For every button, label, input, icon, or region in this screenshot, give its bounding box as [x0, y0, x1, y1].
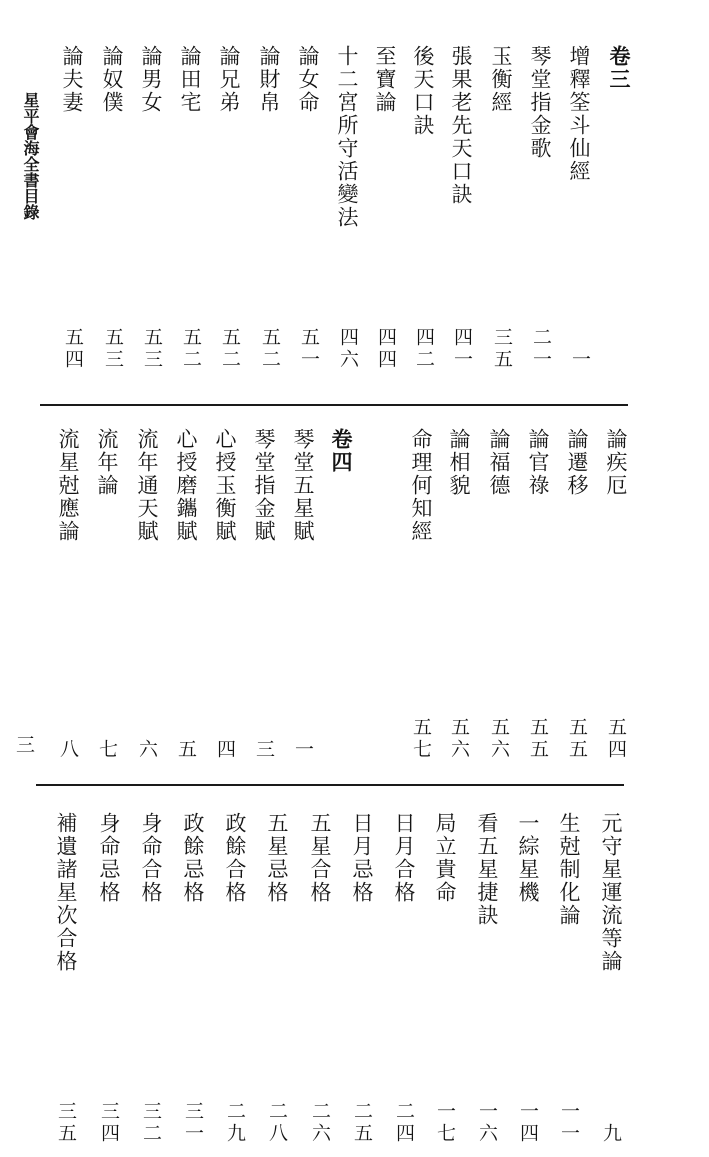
toc-entry-title: 琴堂五星賦 [291, 428, 315, 543]
toc-entry-page: 八 [57, 739, 79, 761]
toc-entry-title: 論夫妻 [60, 45, 84, 114]
toc-entry-page: 四二 [413, 327, 435, 371]
toc-entry-page: 五二 [219, 327, 241, 371]
toc-entry-page: 一 [569, 349, 591, 371]
toc-entry-page: 四六 [337, 327, 359, 371]
volume-heading-3: 卷三 [607, 45, 632, 91]
toc-entry-page: 三二 [140, 1101, 162, 1145]
toc-entry-page: 二五 [351, 1101, 373, 1145]
toc-entry-title: 身命合格 [139, 812, 163, 904]
toc-entry-title: 元守星運流等論 [599, 812, 623, 973]
toc-entry-page: 五六 [448, 717, 470, 761]
toc-entry-title: 論男女 [139, 45, 163, 114]
toc-entry-title: 論奴僕 [100, 45, 124, 114]
toc-entry-title: 補遺諸星次合格 [54, 812, 78, 973]
toc-entry-title: 流年通天賦 [135, 428, 159, 543]
toc-entry-title: 身命忌格 [97, 812, 121, 904]
toc-entry-title: 琴堂指金歌 [528, 45, 552, 160]
toc-entry-page: 五一 [298, 327, 320, 371]
toc-entry-page: 五五 [527, 717, 549, 761]
toc-entry-title: 論福德 [487, 428, 511, 497]
toc-entry-page: 五 [175, 739, 197, 761]
toc-entry-page: 七 [96, 739, 118, 761]
toc-entry-title: 琴堂指金賦 [252, 428, 276, 543]
toc-entry-title: 五星合格 [308, 812, 332, 904]
toc-entry-title: 至寶論 [373, 45, 397, 114]
toc-entry-page: 一 [292, 739, 314, 761]
toc-entry-title: 增釋筌斗仙經 [567, 45, 591, 183]
toc-entry-page: 四 [214, 739, 236, 761]
toc-entry-title: 後天口訣 [411, 45, 435, 137]
toc-entry-page: 三五 [55, 1101, 77, 1145]
toc-entry-title: 一綜星機 [516, 812, 540, 904]
toc-entry-page: 二一 [530, 327, 552, 371]
toc-entry-page: 二八 [266, 1101, 288, 1145]
toc-entry-title: 日月忌格 [350, 812, 374, 904]
toc-entry-page: 五四 [605, 717, 627, 761]
toc-entry-page: 一六 [476, 1101, 498, 1145]
toc-entry-title: 心授玉衡賦 [213, 428, 237, 543]
toc-entry-page: 五二 [259, 327, 281, 371]
toc-entry-title: 十二宮所守活變法 [335, 45, 359, 229]
toc-entry-page: 五三 [141, 327, 163, 371]
toc-entry-page: 五四 [62, 327, 84, 371]
toc-entry-page: 二六 [309, 1101, 331, 1145]
toc-entry-page: 一四 [517, 1101, 539, 1145]
toc-entry-title: 玉衡經 [489, 45, 513, 114]
toc-entry-page: 一七 [434, 1101, 456, 1145]
toc-entry-title: 命理何知經 [409, 428, 433, 543]
toc-entry-title: 論相貌 [447, 428, 471, 497]
folio-page-number: 三 [16, 734, 36, 756]
toc-entry-title: 論女命 [296, 45, 320, 114]
toc-entry-title: 流星尅應論 [56, 428, 80, 543]
toc-entry-page: 五二 [180, 327, 202, 371]
toc-entry-title: 政餘合格 [223, 812, 247, 904]
toc-entry-page: 二九 [224, 1101, 246, 1145]
toc-entry-page: 五六 [488, 717, 510, 761]
toc-entry-title: 論財帛 [257, 45, 281, 114]
volume-heading-4: 卷四 [329, 428, 354, 474]
toc-entry-title: 局立貴命 [433, 812, 457, 904]
toc-entry-page: 三五 [491, 327, 513, 371]
toc-entry-page: 九 [600, 1123, 622, 1145]
toc-entry-title: 生尅制化論 [557, 812, 581, 927]
toc-entry-page: 三 [253, 739, 275, 761]
toc-entry-title: 論疾厄 [604, 428, 628, 497]
toc-entry-page: 五三 [102, 327, 124, 371]
section-divider [40, 404, 628, 406]
section-divider [36, 784, 624, 786]
side-book-title: 星平會海全書目錄 [21, 92, 40, 220]
toc-entry-title: 心授磨鑴賦 [174, 428, 198, 543]
toc-entry-title: 五星忌格 [265, 812, 289, 904]
toc-entry-title: 看五星捷訣 [475, 812, 499, 927]
toc-entry-page: 三四 [98, 1101, 120, 1145]
toc-entry-title: 政餘忌格 [181, 812, 205, 904]
toc-entry-title: 日月合格 [392, 812, 416, 904]
toc-entry-title: 論兄弟 [217, 45, 241, 114]
toc-entry-page: 一一 [558, 1101, 580, 1145]
toc-entry-title: 論田宅 [178, 45, 202, 114]
toc-entry-page: 三一 [182, 1101, 204, 1145]
toc-entry-page: 五七 [410, 717, 432, 761]
toc-entry-title: 論官祿 [526, 428, 550, 497]
toc-entry-page: 四一 [451, 327, 473, 371]
toc-entry-page: 四四 [375, 327, 397, 371]
toc-entry-title: 論遷移 [565, 428, 589, 497]
toc-entry-page: 五五 [566, 717, 588, 761]
toc-entry-title: 流年論 [95, 428, 119, 497]
toc-entry-title: 張果老先天口訣 [449, 45, 473, 206]
toc-entry-page: 二四 [393, 1101, 415, 1145]
toc-entry-page: 六 [136, 739, 158, 761]
